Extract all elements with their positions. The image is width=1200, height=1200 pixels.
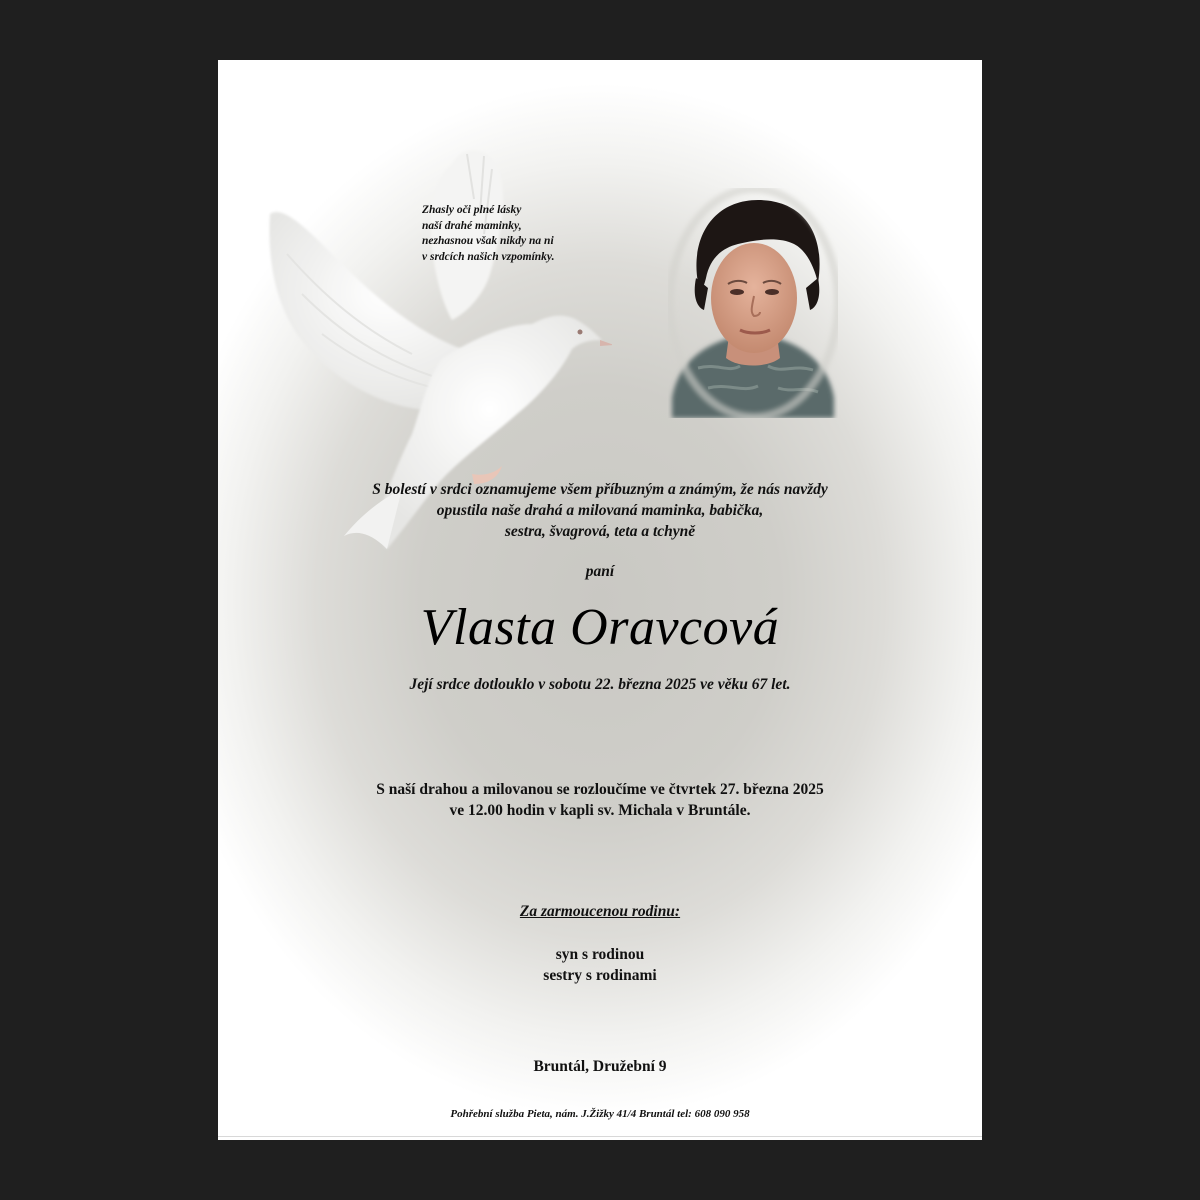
poem-line: naší drahé maminky, — [422, 219, 522, 232]
memorial-poem — [422, 203, 622, 265]
farewell-line: S naší drahou a milovanou se rozloučíme ve čtvrtek 27. března 2025 — [376, 781, 824, 798]
announcement-text — [218, 479, 982, 542]
farewell-line: ve 12.00 hodin v kapli sv. Michala v Bruntále. — [449, 802, 751, 819]
poem-line: Zhasly oči plné lásky — [422, 204, 522, 216]
bottom-divider — [218, 1136, 982, 1137]
poem-line: nezhasnou však nikdy na ni — [422, 235, 554, 247]
poem-line: v srdcích našich vzpomínky. — [422, 250, 555, 263]
family-address: Bruntál, Družební 9 — [533, 1058, 667, 1075]
family-member: syn s rodinou — [555, 946, 645, 963]
portrait-photo — [668, 188, 838, 418]
deceased-name: Vlasta Oravcová — [420, 599, 780, 656]
family-members — [218, 944, 982, 986]
funeral-service-footer: Pohřební služba Pieta, nám. J.Žižky 41/4 Bruntál tel: 608 090 958 — [450, 1108, 750, 1120]
announcement-line: opustila naše drahá a milovaná maminka, babička, — [436, 502, 764, 519]
death-notice: Její srdce dotlouklo v sobotu 22. března 2025 ve věku 67 let. — [409, 676, 791, 693]
title-prefix: paní — [585, 563, 615, 580]
announcement-line: S bolestí v srdci oznamujeme všem příbuzným a známým, že nás navždy — [372, 481, 828, 498]
obituary-page — [218, 60, 982, 1140]
farewell-notice — [218, 779, 982, 821]
announcement-line: sestra, švagrová, teta a tchyně — [504, 523, 696, 540]
family-member: sestry s rodinami — [543, 967, 657, 984]
family-heading: Za zarmoucenou rodinu: — [519, 903, 681, 920]
